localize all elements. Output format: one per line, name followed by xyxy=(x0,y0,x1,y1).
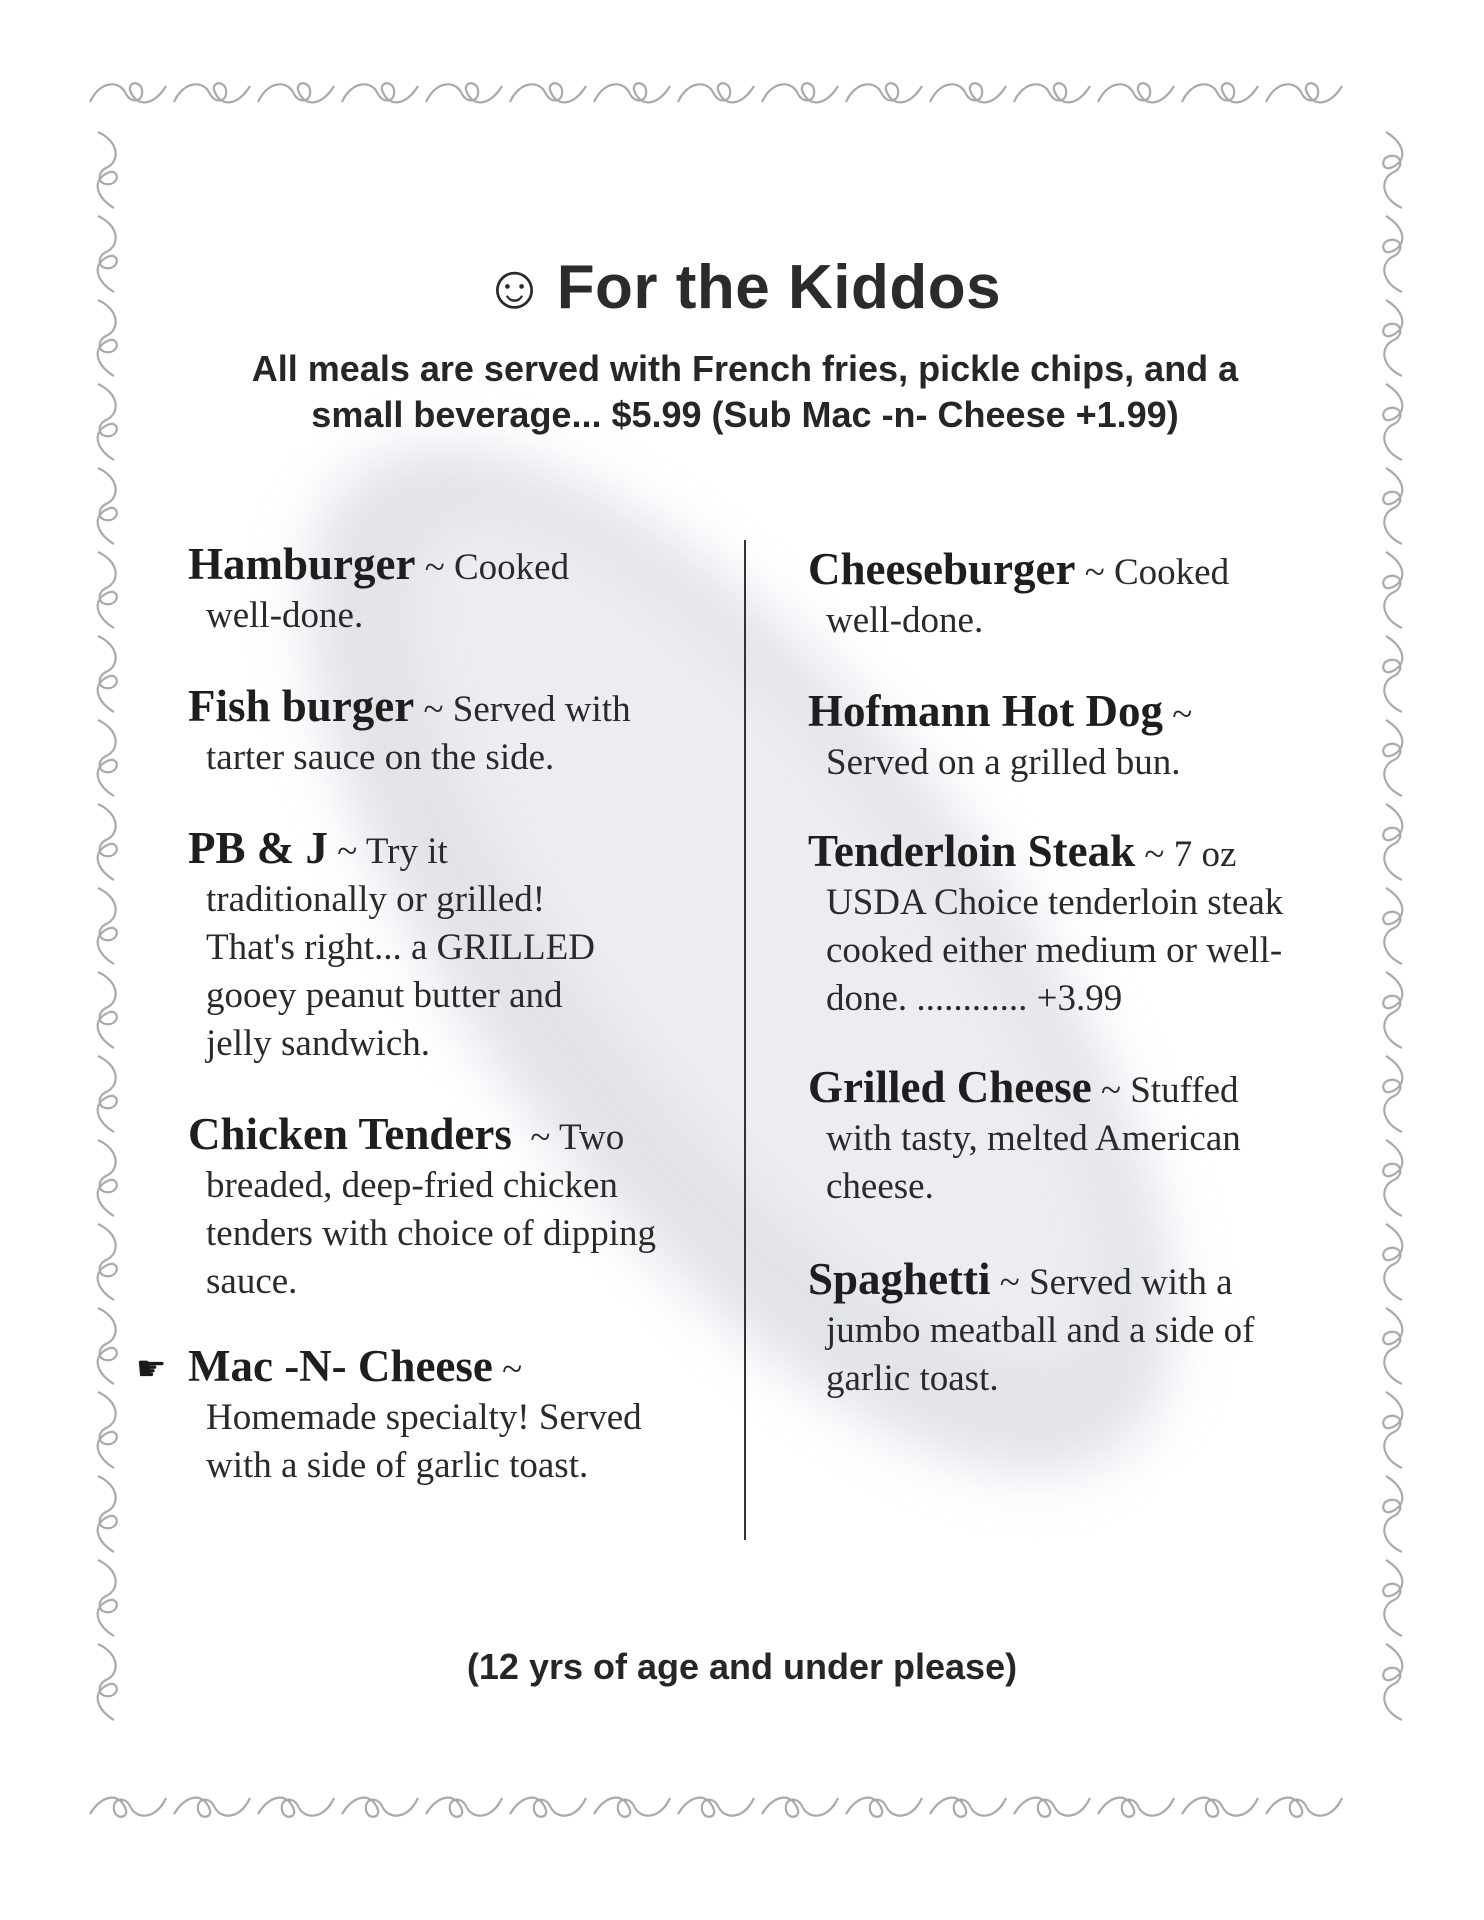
border-swirl xyxy=(258,1798,334,1817)
item-name: PB & J xyxy=(188,823,328,873)
border-swirl xyxy=(1383,1056,1402,1132)
menu-item-tenderloin-steak: Tenderloin Steak ~ 7 oz USDA Choice tenderloin steak cooked either medium or well-done. ............ +3.99 xyxy=(808,827,1308,1023)
age-note: (12 yrs of age and under please) xyxy=(466,1646,1018,1687)
border-swirl xyxy=(98,1560,117,1636)
title-text: For the Kiddos xyxy=(556,253,1002,322)
border-swirl xyxy=(90,1798,166,1817)
border-swirl xyxy=(98,1392,117,1468)
item-desc: USDA Choice tenderloin steak cooked either medium or well-done. ............ +3.99 xyxy=(826,882,1284,1019)
item-desc: well-done. xyxy=(206,595,364,636)
border-swirl xyxy=(1383,1476,1402,1552)
meal-info-line-2: small beverage... $5.99 (Sub Mac -n- Cheese +1.99) xyxy=(311,394,1179,435)
border-swirl xyxy=(1383,552,1402,628)
item-desc-first: Cooked xyxy=(1113,552,1230,593)
border-swirl xyxy=(1383,888,1402,964)
item-desc-first: Served with a xyxy=(1029,1262,1233,1303)
border-swirl xyxy=(1383,468,1402,544)
smiley-icon: ☺ xyxy=(482,253,547,322)
item-name: Hamburger xyxy=(188,539,416,589)
border-swirl xyxy=(1383,132,1402,208)
item-name: Spaghetti xyxy=(808,1254,991,1304)
border-swirl xyxy=(1182,83,1258,102)
item-desc-first: Two xyxy=(558,1117,625,1158)
menu-item-hamburger: Hamburger ~ Cooked well-done. xyxy=(188,540,728,640)
border-swirl xyxy=(1383,1224,1402,1300)
menu-item-cheeseburger: Cheeseburger ~ Cooked well-done. xyxy=(808,545,1348,645)
menu-item-hofmann-hot-dog: Hofmann Hot Dog ~ Served on a grilled bun. xyxy=(808,687,1348,787)
item-desc-first: 7 oz xyxy=(1173,834,1237,875)
menu-item-fish-burger: Fish burger ~ Served with tarter sauce on the side. xyxy=(188,682,728,782)
border-swirl xyxy=(1383,1140,1402,1216)
item-desc: well-done. xyxy=(826,600,984,641)
border-swirl xyxy=(98,132,117,208)
item-desc: with tasty, melted American cheese. xyxy=(826,1118,1241,1207)
border-swirl xyxy=(1383,804,1402,880)
border-swirl xyxy=(594,83,670,102)
border-swirl xyxy=(98,720,117,796)
border-swirl xyxy=(1098,83,1174,102)
border-swirl xyxy=(426,83,502,102)
border-swirl xyxy=(1266,1798,1342,1817)
border-swirl xyxy=(1014,83,1090,102)
menu-item-spaghetti: Spaghetti ~ Served with a jumbo meatball and a side of garlic toast. xyxy=(808,1255,1308,1403)
item-name: Mac -N- Cheese xyxy=(188,1341,493,1391)
item-desc: Served on a grilled bun. xyxy=(826,742,1181,783)
item-name: Cheeseburger xyxy=(808,544,1076,594)
pointing-hand-icon: ☛ xyxy=(136,1351,167,1388)
border-swirl xyxy=(594,1798,670,1817)
border-swirl xyxy=(1383,384,1402,460)
border-swirl xyxy=(98,888,117,964)
border-swirl xyxy=(98,1140,117,1216)
border-swirl xyxy=(98,552,117,628)
border-swirl xyxy=(98,636,117,712)
border-swirl xyxy=(342,1798,418,1817)
border-swirl xyxy=(98,384,117,460)
menu-item-pb-and-j: PB & J ~ Try it traditionally or grilled! That's right... a GRILLED gooey peanut butter and jelly sandwich. xyxy=(188,824,648,1068)
border-swirl xyxy=(510,83,586,102)
column-divider xyxy=(744,540,746,1540)
menu-item-mac-n-cheese: ☛ Mac -N- Cheese ~ Homemade specialty! Served with a side of garlic toast. xyxy=(188,1342,688,1490)
item-desc: tarter sauce on the side. xyxy=(206,737,555,778)
border-swirl xyxy=(1383,636,1402,712)
border-swirl xyxy=(1014,1798,1090,1817)
border-swirl xyxy=(258,83,334,102)
border-swirl xyxy=(98,1056,117,1132)
border-swirl xyxy=(510,1798,586,1817)
border-swirl xyxy=(174,1798,250,1817)
border-swirl xyxy=(1383,720,1402,796)
item-desc: traditionally or grilled! That's right... a GRILLED gooey peanut butter and jelly sandwich. xyxy=(206,879,595,1064)
border-swirl xyxy=(846,1798,922,1817)
border-swirl xyxy=(1383,1560,1402,1636)
meal-info xyxy=(180,346,1310,438)
border-swirl xyxy=(98,1308,117,1384)
item-desc-first: Served with xyxy=(452,689,631,730)
menu-item-grilled-cheese: Grilled Cheese ~ Stuffed with tasty, melted American cheese. xyxy=(808,1063,1308,1211)
border-swirl xyxy=(98,804,117,880)
border-swirl xyxy=(342,83,418,102)
item-desc: breaded, deep-fried chicken tenders with choice of dipping sauce. xyxy=(206,1165,657,1302)
border-swirl xyxy=(1266,83,1342,102)
item-name: Chicken Tenders xyxy=(188,1109,512,1159)
border-swirl xyxy=(762,1798,838,1817)
item-desc-first: Cooked xyxy=(454,547,570,588)
border-swirl xyxy=(1383,1392,1402,1468)
item-desc-first: Try it xyxy=(365,831,448,872)
item-desc: jumbo meatball and a side of garlic toast. xyxy=(826,1310,1255,1399)
item-name: Tenderloin Steak xyxy=(808,826,1136,876)
border-swirl xyxy=(678,83,754,102)
item-name: Fish burger xyxy=(188,681,415,731)
page-title xyxy=(0,252,1484,323)
border-swirl xyxy=(930,83,1006,102)
border-swirl xyxy=(1098,1798,1174,1817)
meal-info-line-1: All meals are served with French fries, pickle chips, and a xyxy=(251,348,1239,389)
item-name: Hofmann Hot Dog xyxy=(808,686,1164,736)
border-swirl xyxy=(98,1476,117,1552)
border-swirl xyxy=(90,83,166,102)
menu-item-chicken-tenders: Chicken Tenders ~ Two breaded, deep-fried chicken tenders with choice of dipping sauce. xyxy=(188,1110,708,1306)
border-swirl xyxy=(846,83,922,102)
item-desc-first: Stuffed xyxy=(1130,1070,1239,1111)
item-name: Grilled Cheese xyxy=(808,1062,1092,1112)
border-swirl xyxy=(930,1798,1006,1817)
border-swirl xyxy=(1383,972,1402,1048)
border-swirl xyxy=(678,1798,754,1817)
border-swirl xyxy=(174,83,250,102)
border-swirl xyxy=(98,972,117,1048)
border-swirl xyxy=(762,83,838,102)
border-swirl xyxy=(98,468,117,544)
border-swirl xyxy=(98,1224,117,1300)
item-desc: Homemade specialty! Served with a side of garlic toast. xyxy=(206,1397,642,1486)
border-swirl xyxy=(426,1798,502,1817)
border-swirl xyxy=(1182,1798,1258,1817)
border-swirl xyxy=(1383,1308,1402,1384)
